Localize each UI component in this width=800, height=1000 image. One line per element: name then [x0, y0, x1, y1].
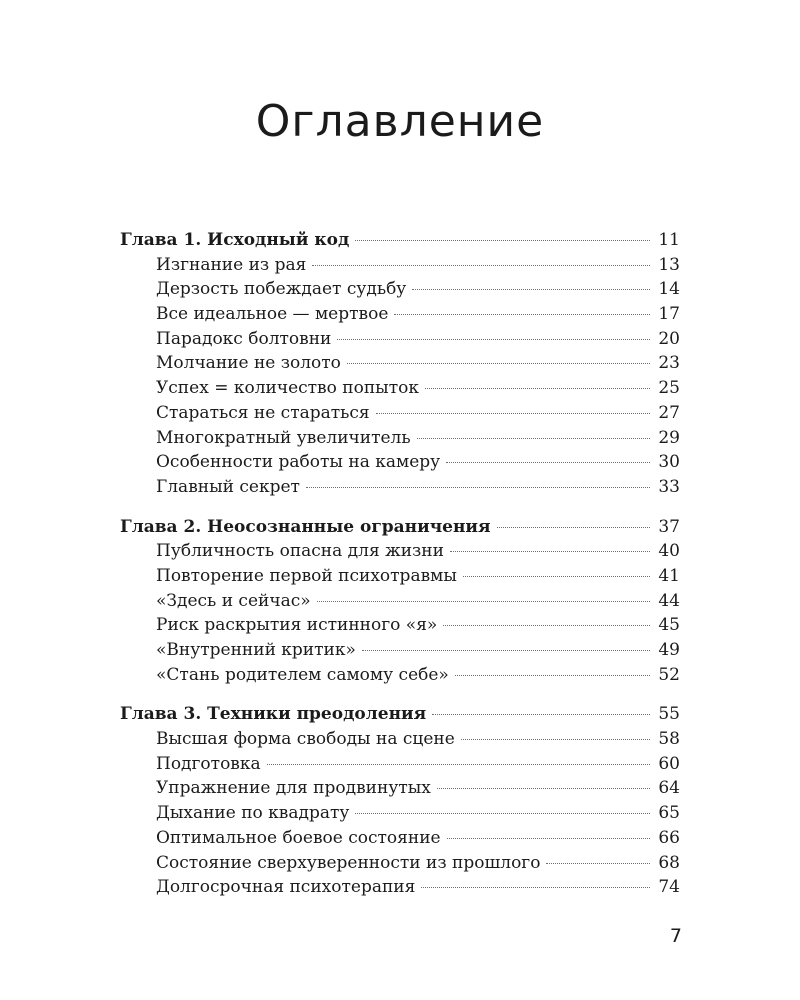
- section-page-number: 45: [658, 615, 680, 636]
- dot-leader: [394, 314, 650, 315]
- dot-leader: [376, 413, 651, 414]
- toc-section-entry[interactable]: [120, 801, 680, 826]
- section-title: Дыхание по квадрату: [156, 803, 350, 824]
- section-page-number: 17: [658, 304, 680, 325]
- toc-chapter-entry[interactable]: [120, 702, 680, 727]
- dot-leader: [312, 265, 650, 266]
- section-title: Подготовка: [156, 753, 261, 774]
- toc-section-entry[interactable]: [120, 638, 680, 663]
- dot-leader: [355, 240, 650, 241]
- toc-section-entry[interactable]: [120, 851, 680, 876]
- chapter-title: Глава 3. Техники преодоления: [120, 704, 427, 725]
- chapter-page-number: 37: [658, 516, 680, 537]
- section-title: Многократный увеличитель: [156, 427, 411, 448]
- section-title: Публичность опасна для жизни: [156, 541, 444, 562]
- toc-section-entry[interactable]: [120, 589, 680, 614]
- section-title: Высшая форма свободы на сцене: [156, 729, 455, 750]
- dot-leader: [461, 739, 651, 740]
- dot-leader: [497, 527, 651, 528]
- chapter-block: [120, 228, 680, 500]
- toc-section-entry[interactable]: [120, 564, 680, 589]
- section-title: «Здесь и сейчас»: [156, 590, 311, 611]
- section-page-number: 58: [658, 729, 680, 750]
- section-page-number: 25: [658, 378, 680, 399]
- toc-section-entry[interactable]: [120, 327, 680, 352]
- section-page-number: 27: [658, 402, 680, 423]
- section-title: Изгнание из рая: [156, 254, 307, 275]
- dot-leader: [463, 576, 650, 577]
- toc-section-entry[interactable]: [120, 539, 680, 564]
- toc-section-entry[interactable]: [120, 776, 680, 801]
- dot-leader: [546, 863, 650, 864]
- dot-leader: [432, 714, 650, 715]
- section-page-number: 64: [658, 778, 680, 799]
- toc-section-entry[interactable]: [120, 277, 680, 302]
- dot-leader: [347, 363, 650, 364]
- dot-leader: [421, 887, 650, 888]
- dot-leader: [412, 289, 650, 290]
- chapter-title: Глава 1. Исходный код: [120, 230, 350, 250]
- toc-section-entry[interactable]: [120, 426, 680, 451]
- section-title: Молчание не золото: [156, 353, 341, 374]
- section-title: Риск раскрытия истинного «я»: [156, 615, 438, 636]
- table-of-contents: [120, 228, 680, 915]
- section-page-number: 66: [658, 827, 680, 848]
- chapter-block: [120, 702, 680, 900]
- section-page-number: 44: [658, 590, 680, 611]
- dot-leader: [362, 650, 650, 651]
- section-title: «Стань родителем самому себе»: [156, 664, 449, 685]
- toc-chapter-entry[interactable]: [120, 228, 680, 253]
- chapter-page-number: 55: [658, 704, 680, 725]
- dot-leader: [450, 551, 650, 552]
- section-title: Долгосрочная психотерапия: [156, 877, 416, 898]
- section-page-number: 68: [658, 852, 680, 873]
- dot-leader: [417, 438, 651, 439]
- section-title: Особенности работы на камеру: [156, 452, 441, 473]
- toc-section-entry[interactable]: [120, 302, 680, 327]
- section-title: Успех = количество попыток: [156, 378, 419, 399]
- dot-leader: [355, 813, 650, 814]
- chapter-block: [120, 515, 680, 688]
- dot-leader: [425, 388, 650, 389]
- section-page-number: 14: [658, 279, 680, 300]
- dot-leader: [337, 339, 650, 340]
- section-page-number: 60: [658, 753, 680, 774]
- toc-section-entry[interactable]: [120, 826, 680, 851]
- section-title: «Внутренний критик»: [156, 640, 356, 660]
- dot-leader: [447, 838, 651, 839]
- toc-section-entry[interactable]: [120, 253, 680, 278]
- section-page-number: 23: [658, 353, 680, 374]
- section-title: Оптимальное боевое состояние: [156, 827, 441, 848]
- toc-section-entry[interactable]: [120, 450, 680, 475]
- toc-section-entry[interactable]: [120, 613, 680, 638]
- section-title: Дерзость побеждает судьбу: [156, 279, 407, 300]
- section-page-number: 74: [658, 877, 680, 898]
- toc-section-entry[interactable]: [120, 401, 680, 426]
- section-title: Все идеальное — мертвое: [156, 304, 389, 325]
- section-page-number: 65: [658, 803, 680, 824]
- page-number: 7: [669, 925, 682, 947]
- dot-leader: [455, 675, 651, 676]
- toc-section-entry[interactable]: [120, 351, 680, 376]
- section-page-number: 40: [658, 541, 680, 562]
- section-title: Парадокс болтовни: [156, 328, 332, 349]
- section-page-number: 52: [658, 664, 680, 685]
- dot-leader: [317, 601, 651, 602]
- dot-leader: [437, 788, 651, 789]
- dot-leader: [443, 625, 650, 626]
- section-page-number: 13: [658, 254, 680, 275]
- section-title: Упражнение для продвинутых: [156, 778, 431, 799]
- chapter-page-number: 11: [658, 230, 680, 250]
- section-title: Состояние сверхуверенности из прошлого: [156, 852, 541, 873]
- toc-section-entry[interactable]: [120, 663, 680, 688]
- toc-chapter-entry[interactable]: [120, 515, 680, 540]
- section-page-number: 41: [658, 565, 680, 586]
- toc-section-entry[interactable]: [120, 376, 680, 401]
- section-page-number: 29: [658, 427, 680, 448]
- toc-section-entry[interactable]: [120, 752, 680, 777]
- page-title: Оглавление: [255, 96, 545, 147]
- section-page-number: 49: [658, 640, 680, 660]
- dot-leader: [267, 764, 651, 765]
- toc-section-entry[interactable]: [120, 875, 680, 900]
- section-title: Главный секрет: [156, 476, 300, 497]
- section-page-number: 20: [658, 328, 680, 349]
- dot-leader: [446, 462, 650, 463]
- toc-section-entry[interactable]: [120, 727, 680, 752]
- section-title: Стараться не стараться: [156, 402, 370, 423]
- chapter-title: Глава 2. Неосознанные ограничения: [120, 516, 491, 537]
- section-page-number: 33: [658, 476, 680, 497]
- section-title: Повторение первой психотравмы: [156, 565, 457, 586]
- section-page-number: 30: [658, 452, 680, 473]
- dot-leader: [306, 487, 650, 488]
- toc-section-entry[interactable]: [120, 475, 680, 500]
